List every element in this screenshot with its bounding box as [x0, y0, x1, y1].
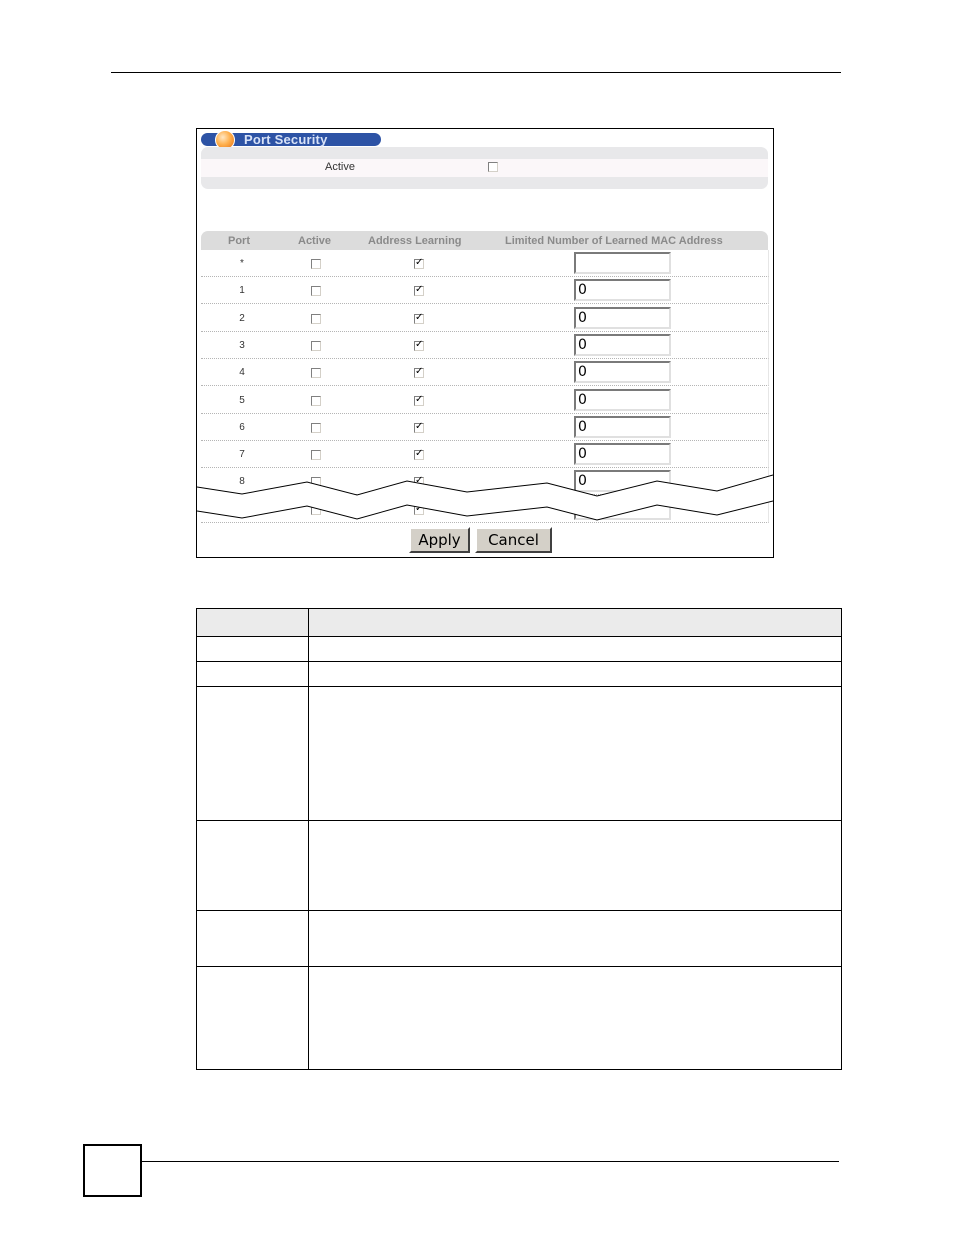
mac-limit-input[interactable]	[574, 443, 671, 465]
label-cell	[197, 967, 309, 1070]
table-row	[197, 967, 842, 1070]
table-row	[201, 441, 769, 468]
port-active-checkbox[interactable]	[311, 259, 321, 269]
description-cell	[309, 821, 842, 911]
apply-button[interactable]: Apply	[409, 527, 470, 553]
mac-limit-input[interactable]	[574, 334, 671, 356]
bottom-rule	[140, 1161, 839, 1162]
header-limit-mac: Limited Number of Learned MAC Address	[505, 235, 723, 247]
label-cell	[197, 687, 309, 821]
port-number: 2	[239, 313, 245, 324]
port-number: 1	[239, 285, 245, 296]
address-learning-checkbox[interactable]	[414, 341, 424, 351]
header-active: Active	[298, 235, 332, 247]
label-cell	[197, 911, 309, 967]
table-break-marker	[197, 469, 773, 527]
mac-limit-input[interactable]	[574, 279, 671, 301]
port-active-checkbox[interactable]	[311, 450, 321, 460]
address-learning-checkbox[interactable]	[414, 368, 424, 378]
global-settings-panel	[201, 147, 768, 189]
port-number: 7	[239, 449, 245, 460]
description-cell	[309, 967, 842, 1070]
title-bar	[201, 133, 381, 146]
description-header-description	[309, 609, 842, 637]
page-title: Port Security	[244, 132, 328, 147]
address-learning-checkbox[interactable]	[414, 314, 424, 324]
table-row	[201, 359, 769, 386]
mac-limit-input[interactable]	[574, 389, 671, 411]
header-port: Port	[228, 235, 250, 247]
table-row	[197, 911, 842, 967]
label-cell	[197, 821, 309, 911]
table-row	[201, 305, 769, 332]
table-row	[197, 821, 842, 911]
mac-limit-input[interactable]	[574, 361, 671, 383]
description-cell	[309, 662, 842, 687]
table-row	[197, 662, 842, 687]
port-number: 5	[239, 395, 245, 406]
table-row	[201, 250, 769, 277]
mac-limit-input[interactable]	[574, 307, 671, 329]
page-number-box	[83, 1144, 142, 1197]
port-number: *	[240, 258, 244, 269]
global-active-row	[201, 159, 768, 177]
table-row	[201, 332, 769, 359]
port-active-checkbox[interactable]	[311, 341, 321, 351]
table-row	[201, 277, 769, 304]
header-address-learning: Address Learning	[368, 235, 462, 247]
port-number: 6	[239, 422, 245, 433]
description-cell	[309, 637, 842, 662]
table-row	[197, 687, 842, 821]
port-number: 4	[239, 367, 245, 378]
port-active-checkbox[interactable]	[311, 423, 321, 433]
description-header-row	[197, 609, 842, 637]
address-learning-checkbox[interactable]	[414, 286, 424, 296]
address-learning-checkbox[interactable]	[414, 396, 424, 406]
port-number: 8	[239, 476, 245, 487]
description-cell	[309, 911, 842, 967]
port-active-checkbox[interactable]	[311, 368, 321, 378]
cancel-button[interactable]: Cancel	[475, 527, 552, 553]
table-row	[201, 414, 769, 441]
mac-limit-input[interactable]	[574, 252, 671, 274]
port-active-checkbox[interactable]	[311, 286, 321, 296]
address-learning-checkbox[interactable]	[414, 423, 424, 433]
global-active-checkbox[interactable]	[488, 162, 498, 172]
label-cell	[197, 637, 309, 662]
description-header-label	[197, 609, 309, 637]
port-active-checkbox[interactable]	[311, 396, 321, 406]
field-description-table	[196, 608, 842, 1070]
break-fill	[197, 475, 773, 520]
global-active-label: Active	[325, 161, 355, 173]
port-number: 3	[239, 340, 245, 351]
port-active-checkbox[interactable]	[311, 314, 321, 324]
table-row	[197, 637, 842, 662]
description-cell	[309, 687, 842, 821]
port-table-header	[201, 231, 768, 250]
table-row	[201, 387, 769, 414]
mac-limit-input[interactable]	[574, 416, 671, 438]
address-learning-checkbox[interactable]	[414, 259, 424, 269]
top-rule	[111, 72, 841, 73]
label-cell	[197, 662, 309, 687]
port-security-screen	[196, 128, 774, 558]
address-learning-checkbox[interactable]	[414, 450, 424, 460]
